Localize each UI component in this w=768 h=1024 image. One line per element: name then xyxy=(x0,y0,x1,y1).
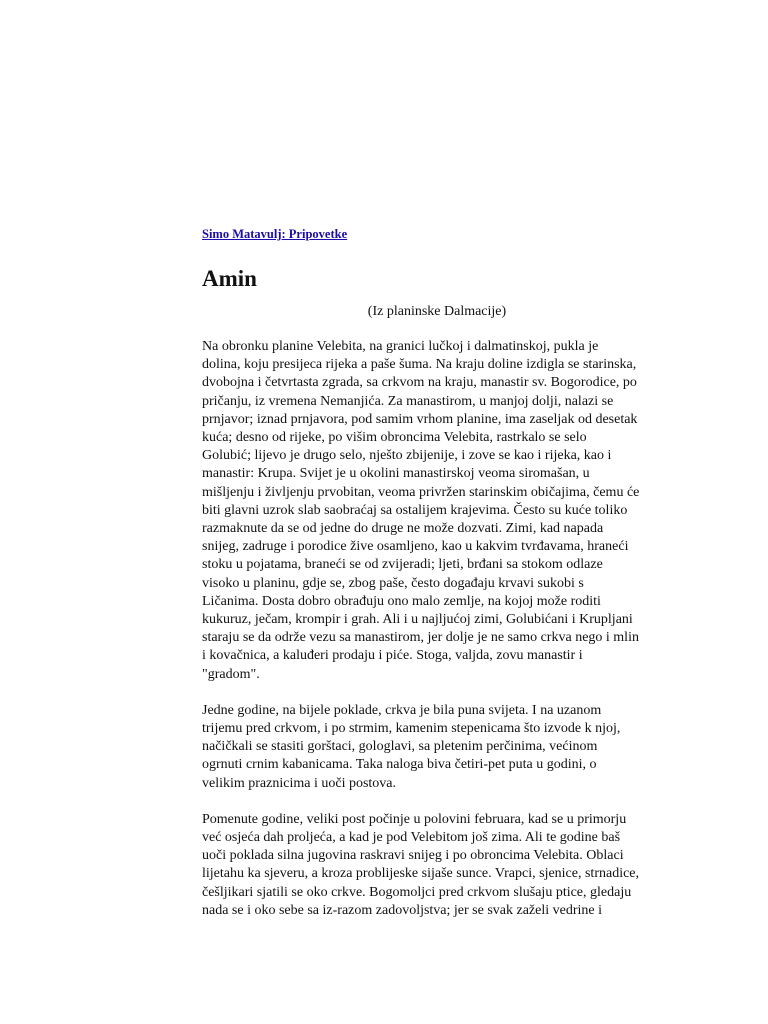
paragraph-3 xyxy=(202,811,672,920)
text-line: snijeg, zadruge i porodice žive osamljeno, kao u kakvim tvrđavama, hraneći xyxy=(202,539,629,555)
text-line: dolina, koju presijeca rijeka a paše šuma. Na kraju doline izdigla se starinska, xyxy=(202,357,637,373)
text-line: prnjavor; iznad prnjavora, pod samim vrhom planine, ima zaseljak od desetak xyxy=(202,411,638,427)
text-line: i kovačnica, a kaluđeri prodaju i piće. Stoga, valjda, zovu manastir i xyxy=(202,648,583,664)
source-link[interactable]: Simo Matavulj: Pripovetke xyxy=(202,227,348,241)
text-line: stoku u pojatama, braneći se od zvijeradi; ljeti, brđani sa stokom odlaze xyxy=(202,557,603,573)
text-line: visoko u planinu, gdje se, zbog paše, često događaju krvavi sukobi s xyxy=(202,575,584,591)
text-line: dvobojna i četvrtasta zgrada, sa crkvom na kraju, manastir sv. Bogorodice, po xyxy=(202,375,637,391)
text-line: mišljenju i življenju prvobitan, veoma privržen starinskim običajima, čemu će xyxy=(202,484,640,500)
text-line: Jedne godine, na bijele poklade, crkva je bila puna svijeta. I na uzanom xyxy=(202,702,602,718)
text-line: kukuruz, ječam, krompir i grah. Ali i u najljućoj zimi, Golubićani i Krupljani xyxy=(202,612,633,628)
text-line: već osjeća dah proljeća, a kad je pod Velebitom još zima. Ali te godine baš xyxy=(202,830,621,846)
story-title: Amin xyxy=(202,266,257,291)
text-line: Golubić; lijevo je drugo selo, nješto zbijenije, i zove se kao i rijeka, kao i xyxy=(202,448,612,464)
text-line: velikim praznicima i uoči postova. xyxy=(202,775,397,791)
text-line: trijemu pred crkvom, i po strmim, kamenim stepenicama što izvode k njoj, xyxy=(202,721,621,737)
text-line: pričanju, iz vremena Nemanjića. Za manastirom, u manjoj dolji, nalazi se xyxy=(202,393,614,409)
paragraph-2 xyxy=(202,702,672,793)
text-line: Ličanima. Dosta dobro obrađuju ono malo zemlje, na kojoj može roditi xyxy=(202,593,601,609)
text-line: češljikari sjatili se oko crkve. Bogomoljci pred crkvom slušaju ptice, gledaju xyxy=(202,884,632,900)
text-line: manastir: Krupa. Svijet je u okolini manastirskoj veoma siromašan, u xyxy=(202,466,590,482)
text-line: lijetahu ka sjeveru, a kroza problijeske sijaše sunce. Vrapci, sjenice, strnadice, xyxy=(202,866,640,882)
text-line: uoči poklada silna jugovina raskravi snijeg i po obroncima Velebita. Oblaci xyxy=(202,848,624,864)
text-line: biti glavni uzrok slab saobraćaj sa ostalijem krajevima. Često su kuće toliko xyxy=(202,502,628,518)
text-line: Pomenute godine, veliki post počinje u polovini februara, kad se u primorju xyxy=(202,811,627,827)
document-content xyxy=(202,225,672,920)
text-line: kuća; desno od rijeke, po višim obroncima Velebita, rastrkalo se selo xyxy=(202,430,587,446)
paragraph-1 xyxy=(202,338,672,684)
text-line: Na obronku planine Velebita, na granici lučkoj i dalmatinskoj, pukla je xyxy=(202,339,599,354)
text-line: načičkali se stasiti gorštaci, gologlavi, sa pletenim perčinima, većinom xyxy=(202,739,598,755)
text-line: "gradom". xyxy=(202,666,260,682)
text-line: staraju se da održe vezu sa manastirom, jer dolje je ne samo crkva nego i mlin xyxy=(202,630,639,646)
text-line: ogrnuti crnim kabanicama. Taka naloga biva četiri-pet puta u godini, o xyxy=(202,757,597,773)
text-line: nada se i oko sebe sa iz-razom zadovoljstva; jer se svak zaželi vedrine i xyxy=(202,902,603,918)
story-subtitle: (Iz planinske Dalmacije) xyxy=(367,304,507,319)
text-line: razmaknute da se od jedne do druge ne može dozvati. Zimi, kad napada xyxy=(202,521,604,537)
